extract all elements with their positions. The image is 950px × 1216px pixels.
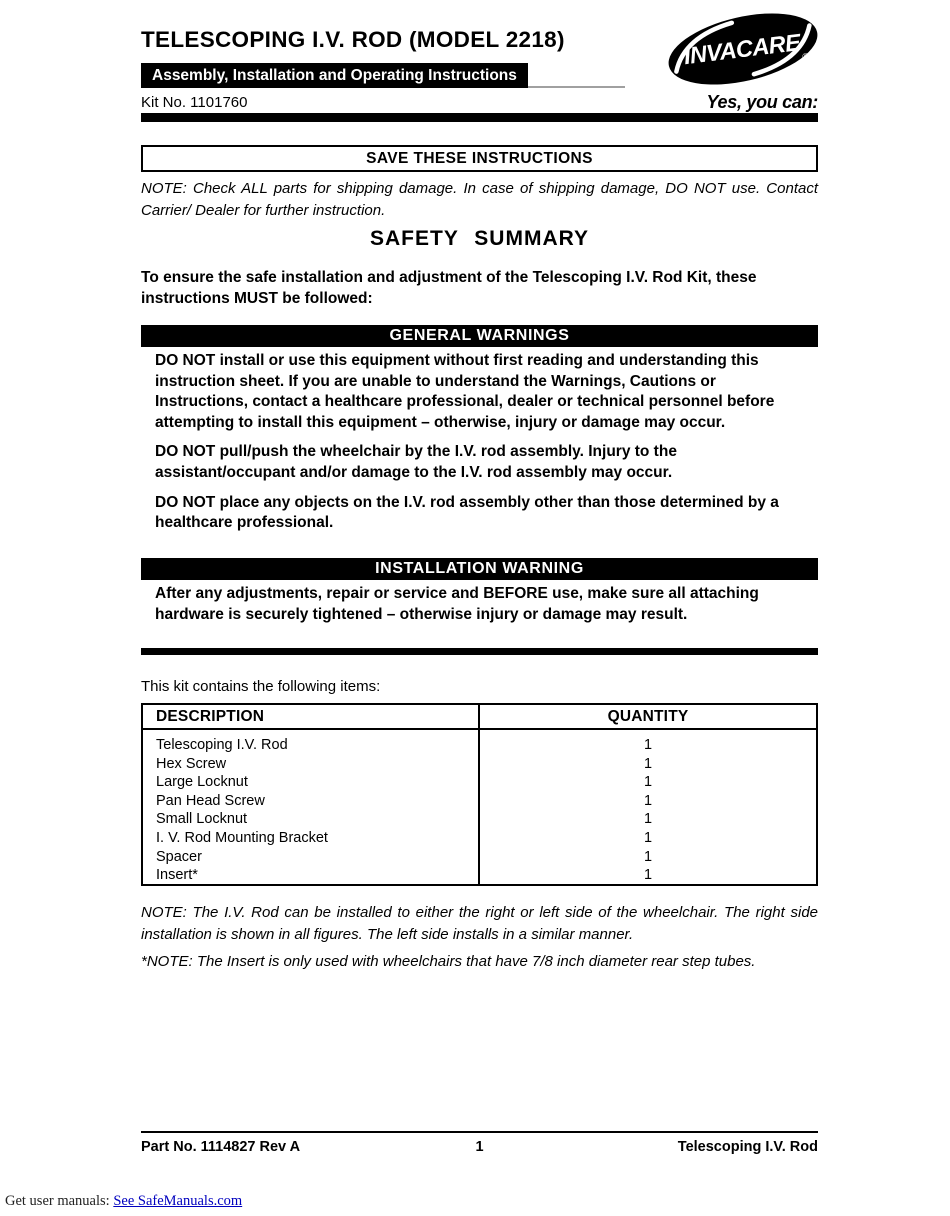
- warning-lead: DO NOT: [155, 352, 216, 369]
- table-row: Spacer: [156, 848, 202, 865]
- kit-number: Kit No. 1101760: [141, 94, 248, 111]
- safety-intro-must: MUST: [234, 289, 278, 307]
- section-divider-bar: [141, 648, 818, 655]
- invacare-logo: [664, 10, 822, 88]
- quantity-value: 1: [643, 829, 653, 846]
- page-title: TELESCOPING I.V. ROD (MODEL 2218): [141, 27, 565, 52]
- warning-paragraph: [155, 351, 805, 433]
- footer-part-number: Part No. 1114827 Rev A: [141, 1139, 301, 1155]
- table-row: Large Locknut: [156, 774, 248, 791]
- table-body-row: [143, 730, 816, 885]
- table-row: Hex Screw: [156, 755, 227, 772]
- column-header-quantity: QUANTITY: [607, 708, 689, 725]
- warning-text: install or use this equipment without first reading and understanding this instruction sheet. If you are unable to understand the Warnings, Cautions or Instructions, contact a healthcare professional, dealer or technical personnel before attempting to install this equipment – otherwise, injury or damage may occur.: [155, 352, 775, 431]
- warning-lead: DO NOT: [155, 443, 216, 461]
- installation-side-note: NOTE: The I.V. Rod can be installed to either the right or left side of the wheelchair. The right side installation is shown in all figures. The left side installs in a similar manner.: [141, 904, 818, 943]
- brand-tagline: Yes, you can:: [706, 92, 818, 112]
- table-row: Small Locknut: [156, 811, 248, 828]
- header-divider-bar: [141, 113, 818, 122]
- quantity-value: 1: [643, 774, 653, 791]
- safety-intro-pre: To ensure the safe installation and adjustment of the Telescoping I.V. Rod Kit, these instructions: [141, 269, 757, 307]
- manuals-bar: [5, 1193, 242, 1210]
- safety-intro: [141, 268, 818, 309]
- invacare-logo-text: INVACARE: [682, 29, 802, 70]
- quantity-value: 1: [643, 867, 653, 884]
- subtitle-banner: Assembly, Installation and Operating Instructions: [141, 63, 528, 88]
- warning-emphasis: BEFORE: [483, 585, 548, 602]
- general-warnings-body: [155, 351, 805, 543]
- warning-text: After any adjustments, repair or service and: [155, 585, 484, 602]
- footer-rule: [141, 1131, 818, 1133]
- safety-intro-post: be followed:: [277, 289, 373, 307]
- table-row: Insert*: [156, 867, 198, 884]
- insert-note: *NOTE: The Insert is only used with wheelchairs that have 7/8 inch diameter rear step tubes.: [141, 953, 756, 970]
- registered-mark: ®: [801, 51, 810, 62]
- kit-contents-table: [141, 703, 818, 886]
- warning-text: place any objects on the I.V. rod assembly other than those determined by a healthcare professional.: [155, 493, 779, 532]
- quantity-value: 1: [643, 755, 653, 772]
- footer-doc-title: Telescoping I.V. Rod: [677, 1139, 818, 1155]
- kit-contents-intro: This kit contains the following items:: [141, 678, 381, 695]
- description-cell: [143, 730, 480, 885]
- warning-paragraph: [155, 442, 805, 483]
- general-warnings-banner: GENERAL WARNINGS: [141, 325, 818, 347]
- installation-warning-banner: INSTALLATION WARNING: [141, 558, 818, 580]
- quantity-value: 1: [643, 737, 653, 753]
- safemanuals-link[interactable]: See SafeManuals.com: [113, 1193, 243, 1209]
- quantity-value: 1: [643, 848, 653, 865]
- warning-text: pull/push the wheelchair by the I.V. rod assembly. Injury to the assistant/occupant and/or damage to the I.V. rod assembly may occur.: [155, 443, 677, 481]
- quantity-cell: [480, 730, 816, 885]
- warning-lead: DO NOT: [155, 493, 216, 511]
- column-header-description: DESCRIPTION: [143, 705, 480, 728]
- safety-summary-heading: SAFETY SUMMARY: [369, 227, 589, 250]
- footer-page-number: 1: [475, 1139, 484, 1155]
- table-row: Pan Head Screw: [156, 792, 265, 809]
- warning-text: use, make sure all attaching hardware is securely tightened – otherwise injury or damage may result.: [155, 585, 759, 623]
- table-row: I. V. Rod Mounting Bracket: [156, 829, 328, 846]
- save-instructions-box: SAVE THESE INSTRUCTIONS: [141, 145, 818, 172]
- warning-paragraph: [155, 584, 805, 625]
- manuals-bar-prefix: Get user manuals:: [5, 1193, 114, 1209]
- quantity-value: 1: [643, 792, 653, 809]
- shipping-note: NOTE: Check ALL parts for shipping damage. In case of shipping damage, DO NOT use. Contact Carrier/ Dealer for further instruction.: [141, 180, 818, 219]
- warning-paragraph: [155, 493, 805, 534]
- installation-warning-body: [155, 584, 805, 634]
- quantity-value: 1: [643, 811, 653, 828]
- table-row: Telescoping I.V. Rod: [156, 737, 288, 753]
- table-header-row: [143, 705, 816, 730]
